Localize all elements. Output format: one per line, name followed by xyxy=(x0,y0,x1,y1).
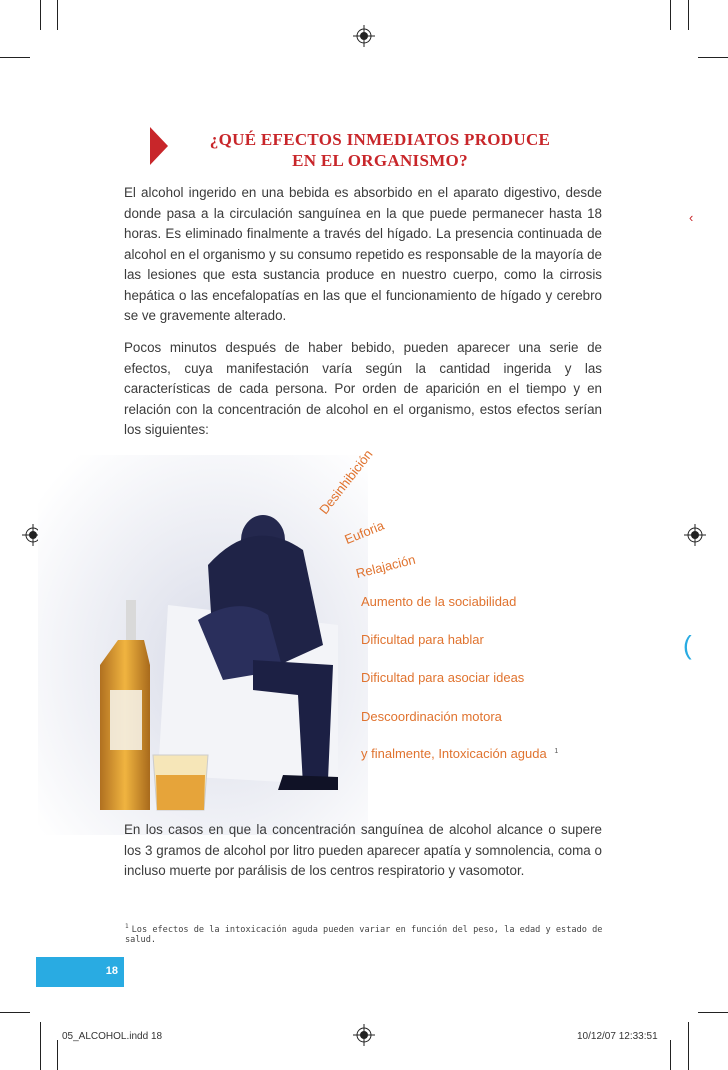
crop-mark xyxy=(688,0,689,30)
effect-desinhibicion: Desinhibición xyxy=(316,446,376,517)
slug-timestamp: 10/12/07 12:33:51 xyxy=(577,1031,658,1042)
footnote-text: Los efectos de la intoxicación aguda pueden variar en función del peso, la edad y estado de salud. xyxy=(125,924,603,945)
effect-euforia: Euforia xyxy=(342,517,387,547)
crop-mark xyxy=(57,1040,58,1070)
registration-mark-icon xyxy=(684,524,706,546)
crop-mark xyxy=(0,1012,30,1013)
page-number-tab xyxy=(36,957,124,987)
page-number: 18 xyxy=(105,965,118,977)
section-heading xyxy=(160,129,600,171)
crop-mark xyxy=(688,1022,689,1070)
slug-filename: 05_ALCOHOL.indd 18 xyxy=(62,1031,163,1042)
edge-bleed-mark: ( xyxy=(683,630,692,660)
body-paragraph-1: El alcohol ingerido en una bebida es absorbido en el aparato digestivo, desde donde pasa a la circulación sanguínea en la que puede permanecer hasta 18 horas. Es eliminado finalmente a través del hígado. La presencia continuada de alcohol en el organismo y su consumo repetido es responsable de la mayoría de las lesiones que esta sustancia produce en nuestro cuerpo, como la cirrosis hepática o las encefalopatías en las que el funcionamiento de hígado y cerebro se ve gravemente alterado. xyxy=(124,185,602,323)
registration-mark-icon xyxy=(353,1024,375,1046)
effect-sociabilidad: Aumento de la sociabilidad xyxy=(361,594,517,609)
effect-intoxicacion xyxy=(361,746,558,761)
crop-mark xyxy=(698,1012,728,1013)
effect-hablar: Dificultad para hablar xyxy=(361,632,484,647)
effect-relajacion: Relajación xyxy=(354,551,417,581)
illustration-man-with-alcohol xyxy=(38,455,368,835)
registration-mark-icon xyxy=(353,25,375,47)
crop-mark xyxy=(670,1040,671,1070)
crop-mark xyxy=(670,0,671,30)
footnote xyxy=(125,923,605,945)
crop-mark xyxy=(0,57,30,58)
crop-mark xyxy=(698,57,728,58)
crop-mark xyxy=(40,0,41,30)
crop-mark xyxy=(40,1022,41,1070)
body-paragraph-2: Pocos minutos después de haber bebido, pueden aparecer una serie de efectos, cuya manifestación varía según la cantidad ingerida y las características de cada persona. Por orden de aparición en el tiempo y en relación con la concentración de alcohol en el organismo, estos efectos serían los siguientes: xyxy=(124,340,602,437)
footnote-reference: 1 xyxy=(554,747,559,755)
edge-bleed-mark: ‹ xyxy=(689,210,694,225)
footnote-marker: 1 xyxy=(125,923,129,930)
heading-line-2: EN EL ORGANISMO? xyxy=(292,151,468,170)
effect-asociar-ideas: Dificultad para asociar ideas xyxy=(361,670,525,685)
effect-descoordinacion: Descoordinación motora xyxy=(361,709,502,724)
body-paragraph-3: En los casos en que la concentración sanguínea de alcohol alcance o supere los 3 gramos de alcohol por litro pueden aparecer apatía y somnolencia, coma o incluso muerte por parálisis de los centros respiratorio y vasomotor. xyxy=(124,822,602,878)
effect-intoxicacion-label: y finalmente, Intoxicación aguda xyxy=(361,746,547,761)
heading-line-1: ¿QUÉ EFECTOS INMEDIATOS PRODUCE xyxy=(209,130,551,149)
crop-mark xyxy=(57,0,58,30)
